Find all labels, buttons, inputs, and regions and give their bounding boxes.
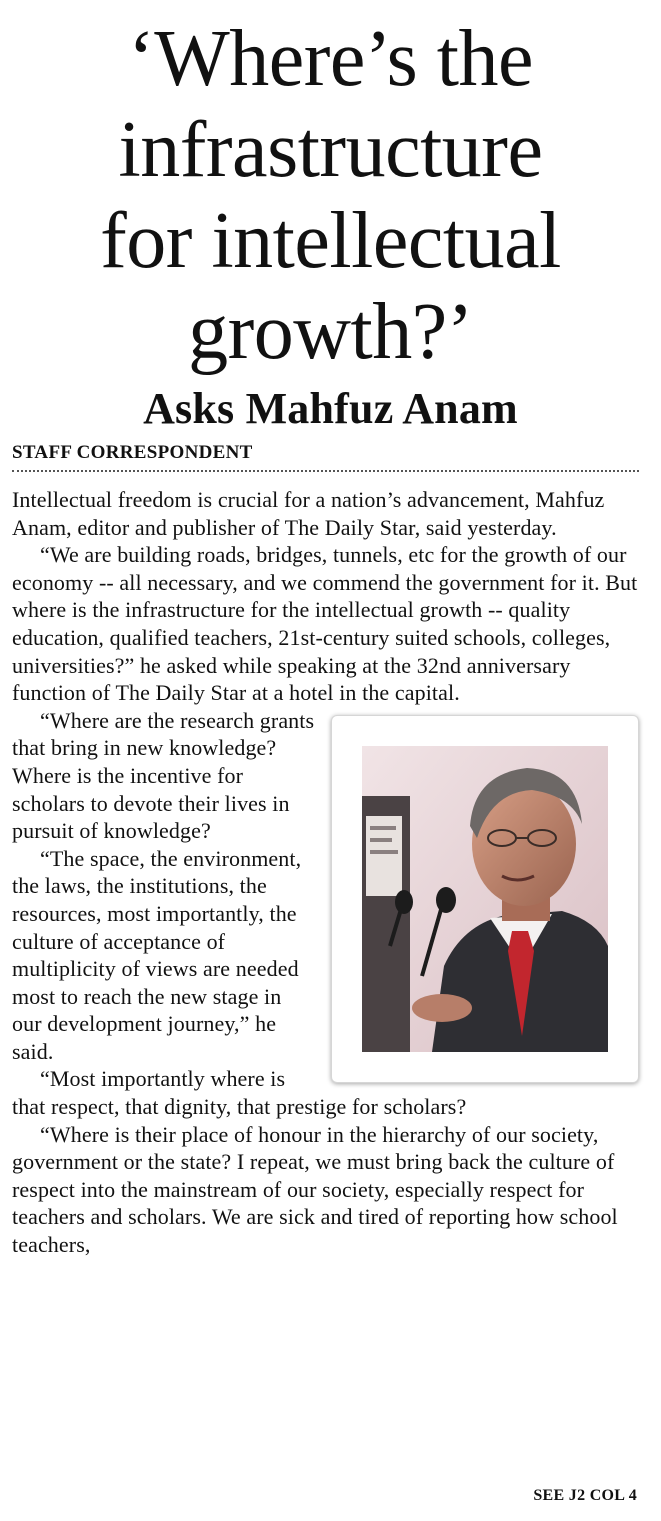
headline [0, 0, 661, 378]
paragraph: Intellectual freedom is crucial for a nation’s advancement, Mahfuz Anam, editor and publisher of The Daily Star, said yesterday. [12, 487, 605, 540]
paragraph: “Where are the research grants that bring in new knowledge? Where is the incentive for scholars to devote their lives in pursuit of knowledge? [12, 707, 315, 844]
headline-line: ‘Where’s the [128, 15, 533, 103]
paragraph: “Where is their place of honour in the hierarchy of our society, government or the state? I repeat, we must bring back the culture of respect into the mainstream of our society, especially respect for teachers and scholars. We are sick and tired of reporting how school teachers, [12, 1121, 618, 1258]
article-body [12, 486, 649, 1259]
photo-frame [331, 715, 639, 1083]
paragraph: “We are building roads, bridges, tunnels, etc for the growth of our economy -- all necessary, and we commend the government for it. But where is the infrastructure for the intellectual growth -- quality education, qualified teachers, 21st-century suited schools, colleges, universities?” he asked while speaking at the 32nd anniversary function of The Daily Star at a hotel in the capital. [12, 542, 638, 706]
jump-line: SEE J2 COL 4 [533, 1487, 637, 1504]
byline: STAFF CORRESPONDENT [12, 442, 253, 463]
speaker-photo [362, 746, 608, 1052]
headline-line: for intellectual [100, 197, 561, 285]
paragraph: “The space, the environment, the laws, the institutions, the resources, most importantly, the culture of acceptance of multiplicity of views are needed most to reach the new stage in our development journey,” he said. [12, 845, 302, 1064]
headline-line: growth?’ [188, 288, 473, 376]
subheadline: Asks Mahfuz Anam [143, 384, 518, 433]
paragraph: “Most importantly where is that respect, that dignity, that prestige for scholars? [12, 1066, 467, 1120]
dotted-divider [12, 470, 639, 472]
headline-line: infrastructure [118, 106, 543, 194]
